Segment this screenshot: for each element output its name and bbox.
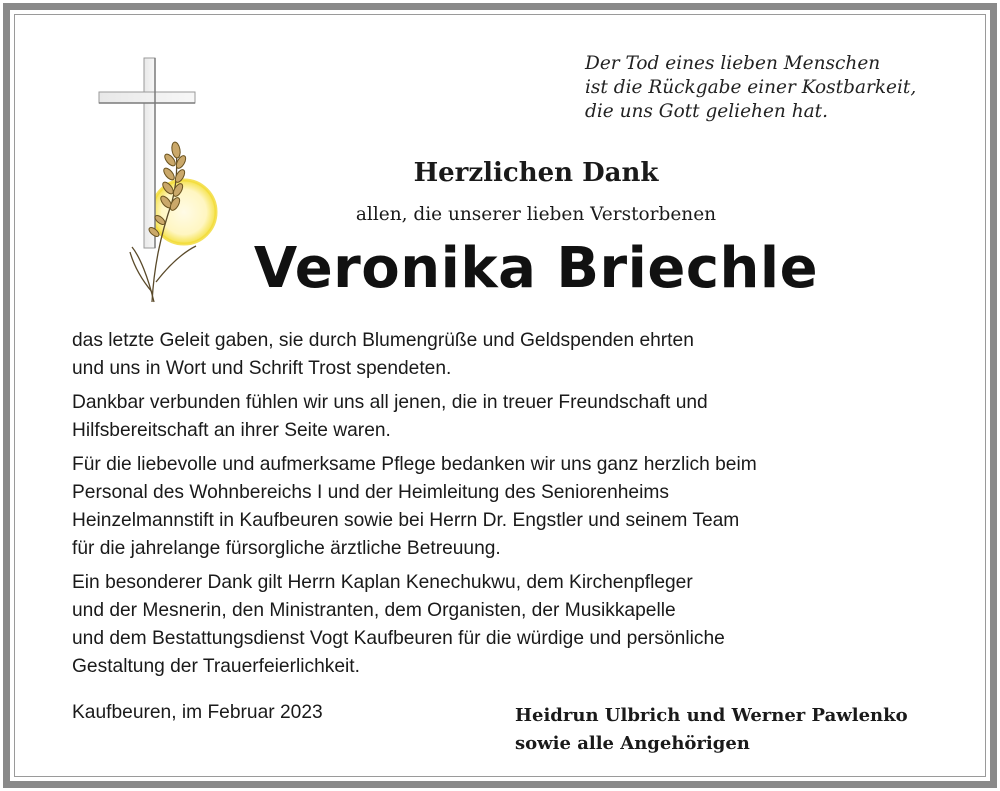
body-text (72, 327, 972, 687)
signers (515, 702, 908, 758)
text-line: Personal des Wohnbereichs I und der Heimleitung des Seniorenheims (72, 482, 669, 503)
text-line: Für die liebevolle und aufmerksame Pflege bedanken wir uns ganz herzlich beim (72, 454, 757, 475)
motto-line: Der Tod eines lieben Menschen (585, 53, 881, 74)
text-line: das letzte Geleit gaben, sie durch Blumengrüße und Geldspenden ehrten (72, 330, 694, 351)
text-line: und uns in Wort und Schrift Trost spendeten. (72, 358, 452, 379)
text-line: Hilfsbereitschaft an ihrer Seite waren. (72, 420, 391, 441)
text-line: Ein besonderer Dank gilt Herrn Kaplan Kenechukwu, dem Kirchenpfleger (72, 572, 693, 593)
text-line: Gestaltung der Trauerfeierlichkeit. (72, 656, 360, 677)
heading: Herzlichen Dank (413, 158, 659, 188)
text-line: Heinzelmannstift in Kaufbeuren sowie bei Herrn Dr. Engstler und seinem Team (72, 510, 740, 531)
text-line: und dem Bestattungsdienst Vogt Kaufbeuren für die würdige und persönliche (72, 628, 725, 649)
paragraph (72, 451, 972, 563)
paragraph (72, 327, 972, 383)
subline: allen, die unserer lieben Verstorbenen (355, 204, 717, 225)
paragraph (72, 569, 972, 681)
motto-quote (585, 52, 965, 124)
text-line: Dankbar verbunden fühlen wir uns all jenen, die in treuer Freundschaft und (72, 392, 708, 413)
motto-line: die uns Gott geliehen hat. (585, 101, 828, 122)
motto-line: ist die Rückgabe einer Kostbarkeit, (585, 77, 917, 98)
paragraph (72, 389, 972, 445)
deceased-name: Veronika Briechle (253, 236, 819, 301)
text-line: für die jahrelange fürsorgliche ärztliche Betreuung. (72, 538, 501, 559)
place-date: Kaufbeuren, im Februar 2023 (72, 702, 323, 723)
signer-line: sowie alle Angehörigen (515, 733, 750, 754)
text-line: und der Mesnerin, den Ministranten, dem Organisten, der Musikkapelle (72, 600, 676, 621)
signer-line: Heidrun Ulbrich und Werner Pawlenko (515, 705, 908, 726)
